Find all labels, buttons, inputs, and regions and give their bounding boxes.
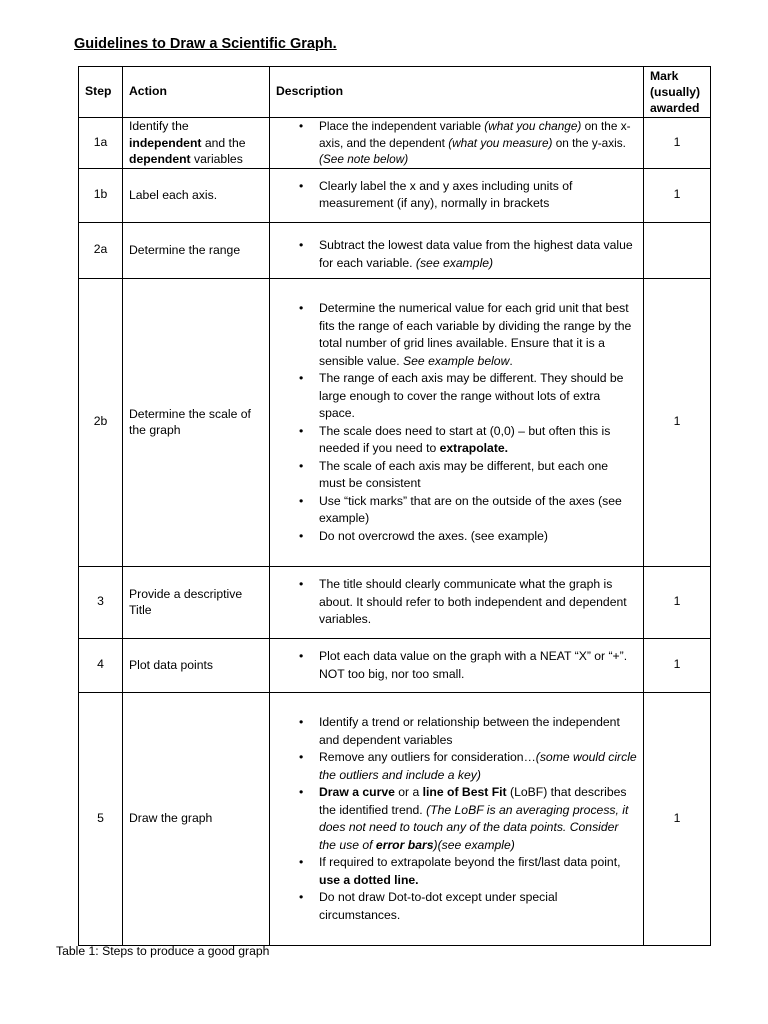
header-mark-line3: awarded [650, 101, 700, 115]
step-cell: 1b [79, 168, 123, 222]
mark-cell: 1 [644, 118, 711, 169]
description-cell [270, 168, 644, 222]
action-cell: Determine the scale of the graph [123, 278, 270, 566]
bullet-item: • Draw a curve or a line of Best Fit (LoBF) that describes the identified trend. (The LoBF is an averaging process, it does not need to touch any of the data points. Consider the use of error bars)(see example) [276, 784, 637, 854]
step-cell: 1a [79, 118, 123, 169]
header-mark-line1: Mark [650, 69, 679, 83]
header-mark [644, 67, 711, 118]
header-mark-line2: (usually) [650, 85, 701, 99]
description-cell [270, 638, 644, 692]
bullet-item: • Clearly label the x and y axes including units of measurement (if any), normally in brackets [276, 178, 637, 213]
header-step: Step [79, 67, 123, 118]
bullet-item: • Do not draw Dot-to-dot except under special circumstances. [276, 889, 637, 924]
action-cell: Provide a descriptive Title [123, 566, 270, 638]
bullet-item: • Plot each data value on the graph with a NEAT “X” or “+”. NOT too big, nor too small. [276, 648, 637, 683]
mark-cell: 1 [644, 692, 711, 945]
table-row-2a [79, 222, 711, 278]
table-row-1b [79, 168, 711, 222]
mark-cell: 1 [644, 168, 711, 222]
description-cell [270, 222, 644, 278]
step-cell: 3 [79, 566, 123, 638]
bullet-item: • Place the independent variable (what you change) on the x-axis, and the dependent (what you measure) on the y-axis. (See note below) [276, 118, 637, 168]
table-row-1a [79, 118, 711, 169]
table-row-4 [79, 638, 711, 692]
bullet-item: • The title should clearly communicate what the graph is about. It should refer to both independent and dependent variables. [276, 576, 637, 629]
mark-cell: 1 [644, 566, 711, 638]
mark-cell [644, 222, 711, 278]
step-cell: 4 [79, 638, 123, 692]
description-cell [270, 118, 644, 169]
table-row-3 [79, 566, 711, 638]
description-cell [270, 692, 644, 945]
mark-cell: 1 [644, 638, 711, 692]
action-cell: Identify the independent and the dependent variables [123, 118, 270, 169]
bullet-item: • Identify a trend or relationship between the independent and dependent variables [276, 714, 637, 749]
bullet-item: • If required to extrapolate beyond the first/last data point, use a dotted line. [276, 854, 637, 889]
bullet-item: • The scale of each axis may be different, but each one must be consistent [276, 458, 637, 493]
action-cell: Label each axis. [123, 168, 270, 222]
bullet-item: • Subtract the lowest data value from the highest data value for each variable. (see example) [276, 237, 637, 272]
table-caption: Table 1: Steps to produce a good graph [56, 944, 270, 958]
mark-cell: 1 [644, 278, 711, 566]
step-cell: 2b [79, 278, 123, 566]
description-cell [270, 566, 644, 638]
header-row [79, 67, 711, 118]
header-action: Action [123, 67, 270, 118]
bullet-item: • Remove any outliers for consideration…(some would circle the outliers and include a key) [276, 749, 637, 784]
bullet-item: • Do not overcrowd the axes. (see example) [276, 528, 637, 546]
header-description: Description [270, 67, 644, 118]
step-cell: 5 [79, 692, 123, 945]
action-cell: Draw the graph [123, 692, 270, 945]
bullet-item: • The range of each axis may be different. They should be large enough to cover the range without lots of extra space. [276, 370, 637, 423]
bullet-item: • The scale does need to start at (0,0) – but often this is needed if you need to extrapolate. [276, 423, 637, 458]
guidelines-table [78, 66, 711, 946]
action-cell: Determine the range [123, 222, 270, 278]
description-cell [270, 278, 644, 566]
document-title: Guidelines to Draw a Scientific Graph. [74, 36, 337, 52]
step-cell: 2a [79, 222, 123, 278]
table-row-5 [79, 692, 711, 945]
bullet-item: • Determine the numerical value for each grid unit that best fits the range of each variable by dividing the range by the total number of grid lines available. Ensure that it is a sensible value. See example below. [276, 300, 637, 370]
action-cell: Plot data points [123, 638, 270, 692]
table-row-2b [79, 278, 711, 566]
bullet-item: • Use “tick marks” that are on the outside of the axes (see example) [276, 493, 637, 528]
